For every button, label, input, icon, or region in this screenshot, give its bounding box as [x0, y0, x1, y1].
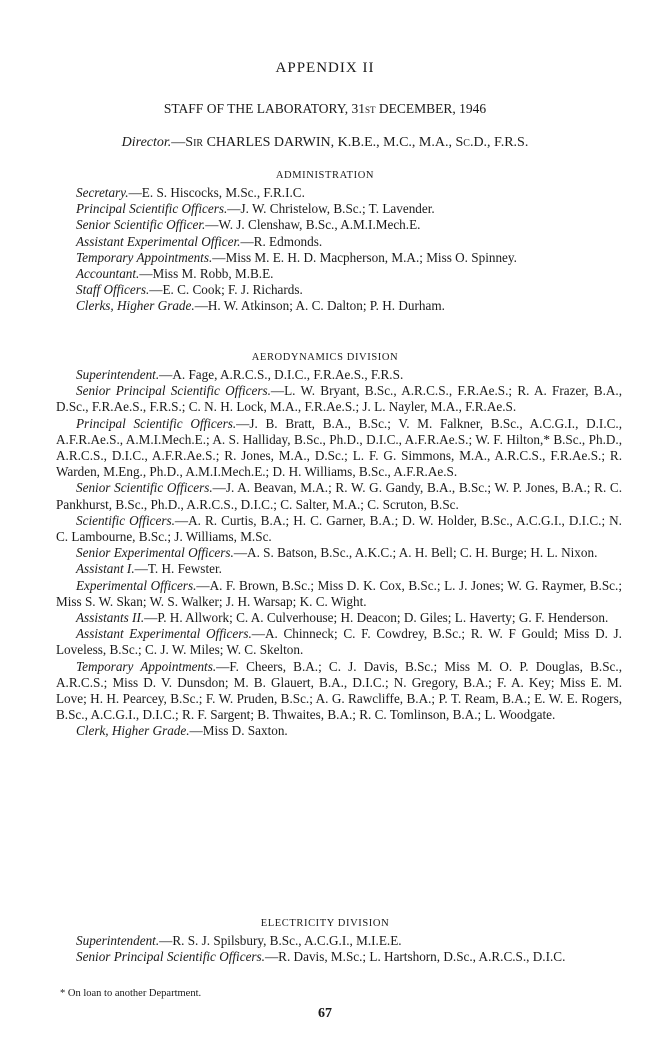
- entry-senior-principal-scientific: [56, 949, 622, 965]
- electricity-list: [56, 933, 622, 965]
- entry-label: Superintendent.: [76, 933, 160, 948]
- administration-heading: ADMINISTRATION: [275, 170, 375, 181]
- appendix-title: APPENDIX II: [275, 60, 375, 76]
- entry-senior-scientific: [56, 480, 622, 512]
- entry-senior-experimental: [56, 545, 622, 561]
- entry-secretary: [56, 185, 622, 201]
- entry-text: —L. W. Bryant, B.Sc., A.R.C.S., F.R.Ae.S.; R. A. Frazer, B.A., D.Sc., F.R.Ae.S., F.R.S.; C. N. H. Lock, M.A., F.R.Ae.S.; J. L. Nayler, M.A., F.R.Ae.S.: [56, 383, 622, 415]
- entry-label: Senior Principal Scientific Officers.: [76, 383, 271, 399]
- administration-list: [56, 185, 622, 315]
- entry-label: Temporary Appointments.: [76, 249, 213, 265]
- entry-text: —R. Edmonds.: [240, 233, 323, 249]
- entry-text: —Miss M. E. H. D. Macpherson, M.A.; Miss O. Spinney.: [212, 249, 517, 265]
- entry-temporary: [56, 659, 622, 724]
- entry-senior-principal-scientific: [56, 383, 622, 415]
- entry-principal-scientific: [56, 416, 622, 481]
- entry-label: Clerk, Higher Grade.: [76, 723, 190, 739]
- entry-label: Clerks, Higher Grade.: [76, 298, 195, 314]
- electricity-heading: ELECTRICITY DIVISION: [260, 918, 390, 929]
- entry-label: Principal Scientific Officers.: [76, 201, 228, 217]
- aerodynamics-heading: AERODYNAMICS DIVISION: [251, 352, 399, 363]
- entry-text: —J. W. Christelow, B.Sc.; T. Lavender.: [227, 201, 435, 217]
- entry-text: —R. Davis, M.Sc.; L. Hartshorn, D.Sc., A.R.C.S., D.I.C.: [264, 949, 566, 965]
- entry-label: Principal Scientific Officers.: [76, 415, 237, 431]
- entry-clerk: [56, 723, 622, 739]
- entry-text: —W. J. Clenshaw, B.Sc., A.M.I.Mech.E.: [205, 217, 421, 233]
- entry-text: —A. Fage, A.R.C.S., D.I.C., F.R.Ae.S., F.R.S.: [159, 367, 404, 382]
- entry-temporary: [56, 250, 622, 266]
- entry-clerks: [56, 298, 622, 314]
- entry-text: —P. H. Allwork; C. A. Culverhouse; H. Deacon; D. Giles; L. Haverty; G. F. Henderson.: [144, 610, 609, 626]
- aerodynamics-list: [56, 367, 622, 740]
- entry-assistants-ii: [56, 610, 622, 626]
- entry-superintendent: [56, 933, 622, 949]
- entry-text: —J. A. Beavan, M.A.; R. W. G. Gandy, B.A., B.Sc.; W. P. Jones, B.A.; R. C. Pankhurst, B.Sc., Ph.D., A.R.C.S., D.I.C.; C. Salter, M.A.; C. Scruton, B.Sc.: [56, 480, 623, 512]
- entry-label: Experimental Officers.: [76, 577, 197, 593]
- entry-text: —A. R. Curtis, B.A.; H. C. Garner, B.A.; D. W. Holder, B.Sc., A.C.G.I., D.I.C.; N. C. Lambourne, B.Sc.; J. Williams, M.Sc.: [56, 512, 622, 545]
- entry-text: —R. S. J. Spilsbury, B.Sc., A.C.G.I., M.I.E.E.: [159, 933, 402, 948]
- entry-label: Senior Scientific Officer.: [76, 217, 206, 233]
- entry-senior-scientific: [56, 217, 622, 233]
- entry-accountant: [56, 266, 622, 282]
- entry-text: —F. Cheers, B.A.; C. J. Davis, B.Sc.; Miss M. O. P. Douglas, B.Sc., A.R.C.S.; Miss D. V. Dunsdon; M. B. Glauert, B.A., D.I.C.; N. Gregory, B.A.; F. A. Key; Miss E. M. Love; H. H. Pearcey, B.Sc.; F. W. Pruden, B.Sc.; A. G. Rawcliffe, B.A.; P. T. Ream, B.A.; E. W. E. Rogers, B.Sc., A.C.G.I., D.I.C.; R. F. Sargent; B. Thwaites, B.A.; R. C. Tomlinson, B.A.; L. Woodgate.: [56, 658, 623, 723]
- entry-assistant-experimental: [56, 234, 622, 250]
- entry-experimental: [56, 578, 622, 610]
- director-label: Director.: [121, 135, 172, 150]
- entry-label: Assistant I.: [76, 561, 135, 577]
- entry-label: Assistants II.: [76, 610, 145, 626]
- entry-text: —A. F. Brown, B.Sc.; Miss D. K. Cox, B.Sc.; L. J. Jones; W. G. Raymer, B.Sc.; Miss S. W. Skan; W. S. Walker; J. H. Warsap; K. C. Wight.: [56, 577, 622, 609]
- entry-superintendent: [56, 367, 622, 383]
- staff-title: STAFF OF THE LABORATORY, 31st DECEMBER, 1946: [163, 101, 487, 116]
- entry-text: —A. S. Batson, B.Sc., A.K.C.; A. H. Bell; C. H. Burge; H. L. Nixon.: [233, 545, 598, 561]
- entry-label: Assistant Experimental Officer.: [76, 233, 241, 249]
- entry-assistant-experimental: [56, 626, 622, 658]
- entry-text: —Miss D. Saxton.: [189, 723, 288, 739]
- entry-text: —H. W. Atkinson; A. C. Dalton; P. H. Durham.: [194, 298, 445, 314]
- entry-scientific: [56, 513, 622, 545]
- entry-staff-officers: [56, 282, 622, 298]
- entry-assistant-i: [56, 561, 622, 577]
- entry-text: —Miss M. Robb, M.B.E.: [139, 266, 274, 282]
- director-line: [0, 135, 650, 151]
- entry-label: Scientific Officers.: [76, 512, 175, 528]
- entry-text: —E. C. Cook; F. J. Richards.: [149, 282, 303, 298]
- entry-label: Temporary Appointments.: [76, 658, 217, 674]
- entry-label: Senior Scientific Officers.: [76, 480, 213, 496]
- entry-label: Secretary.: [76, 185, 129, 200]
- entry-label: Senior Principal Scientific Officers.: [76, 949, 265, 965]
- footnote: * On loan to another Department.: [60, 988, 202, 999]
- director-text: —Sir CHARLES DARWIN, K.B.E., M.C., M.A., Sc.D., F.R.S.: [171, 135, 529, 150]
- entry-text: —E. S. Hiscocks, M.Sc., F.R.I.C.: [128, 185, 305, 200]
- entry-label: Accountant.: [76, 266, 140, 282]
- page-number: 67: [318, 1006, 332, 1021]
- entry-text: —A. Chinneck; C. F. Cowdrey, B.Sc.; R. W. F Gould; Miss D. J. Loveless, B.Sc.; C. J. W. Miles; W. C. Skelton.: [56, 626, 622, 658]
- entry-label: Assistant Experimental Officers.: [76, 626, 252, 642]
- entry-principal-scientific: [56, 201, 622, 217]
- entry-text: —T. H. Fewster.: [134, 561, 222, 577]
- entry-label: Superintendent.: [76, 367, 160, 382]
- entry-label: Senior Experimental Officers.: [76, 545, 234, 561]
- entry-label: Staff Officers.: [76, 282, 150, 298]
- entry-text: —J. B. Bratt, B.A., B.Sc.; V. M. Falkner, B.Sc., A.C.G.I., D.I.C., A.F.R.Ae.S., A.M.I.Mech.E.; A. S. Halliday, B.Sc., Ph.D., D.I.C., A.F.R.Ae.S.; W. F. Hilton,* B.Sc., Ph.D., A.R.C.S., D.I.C., A.F.R.Ae.S.; R. Jones, M.A., D.Sc.; L. F. G. Simmons, M.A., A.R.C.S., F.R.Ae.S.; R. Warden, M.Eng., Ph.D., A.M.I.Mech.E.; D. H. Williams, B.Sc., A.F.R.Ae.S.: [56, 415, 623, 480]
